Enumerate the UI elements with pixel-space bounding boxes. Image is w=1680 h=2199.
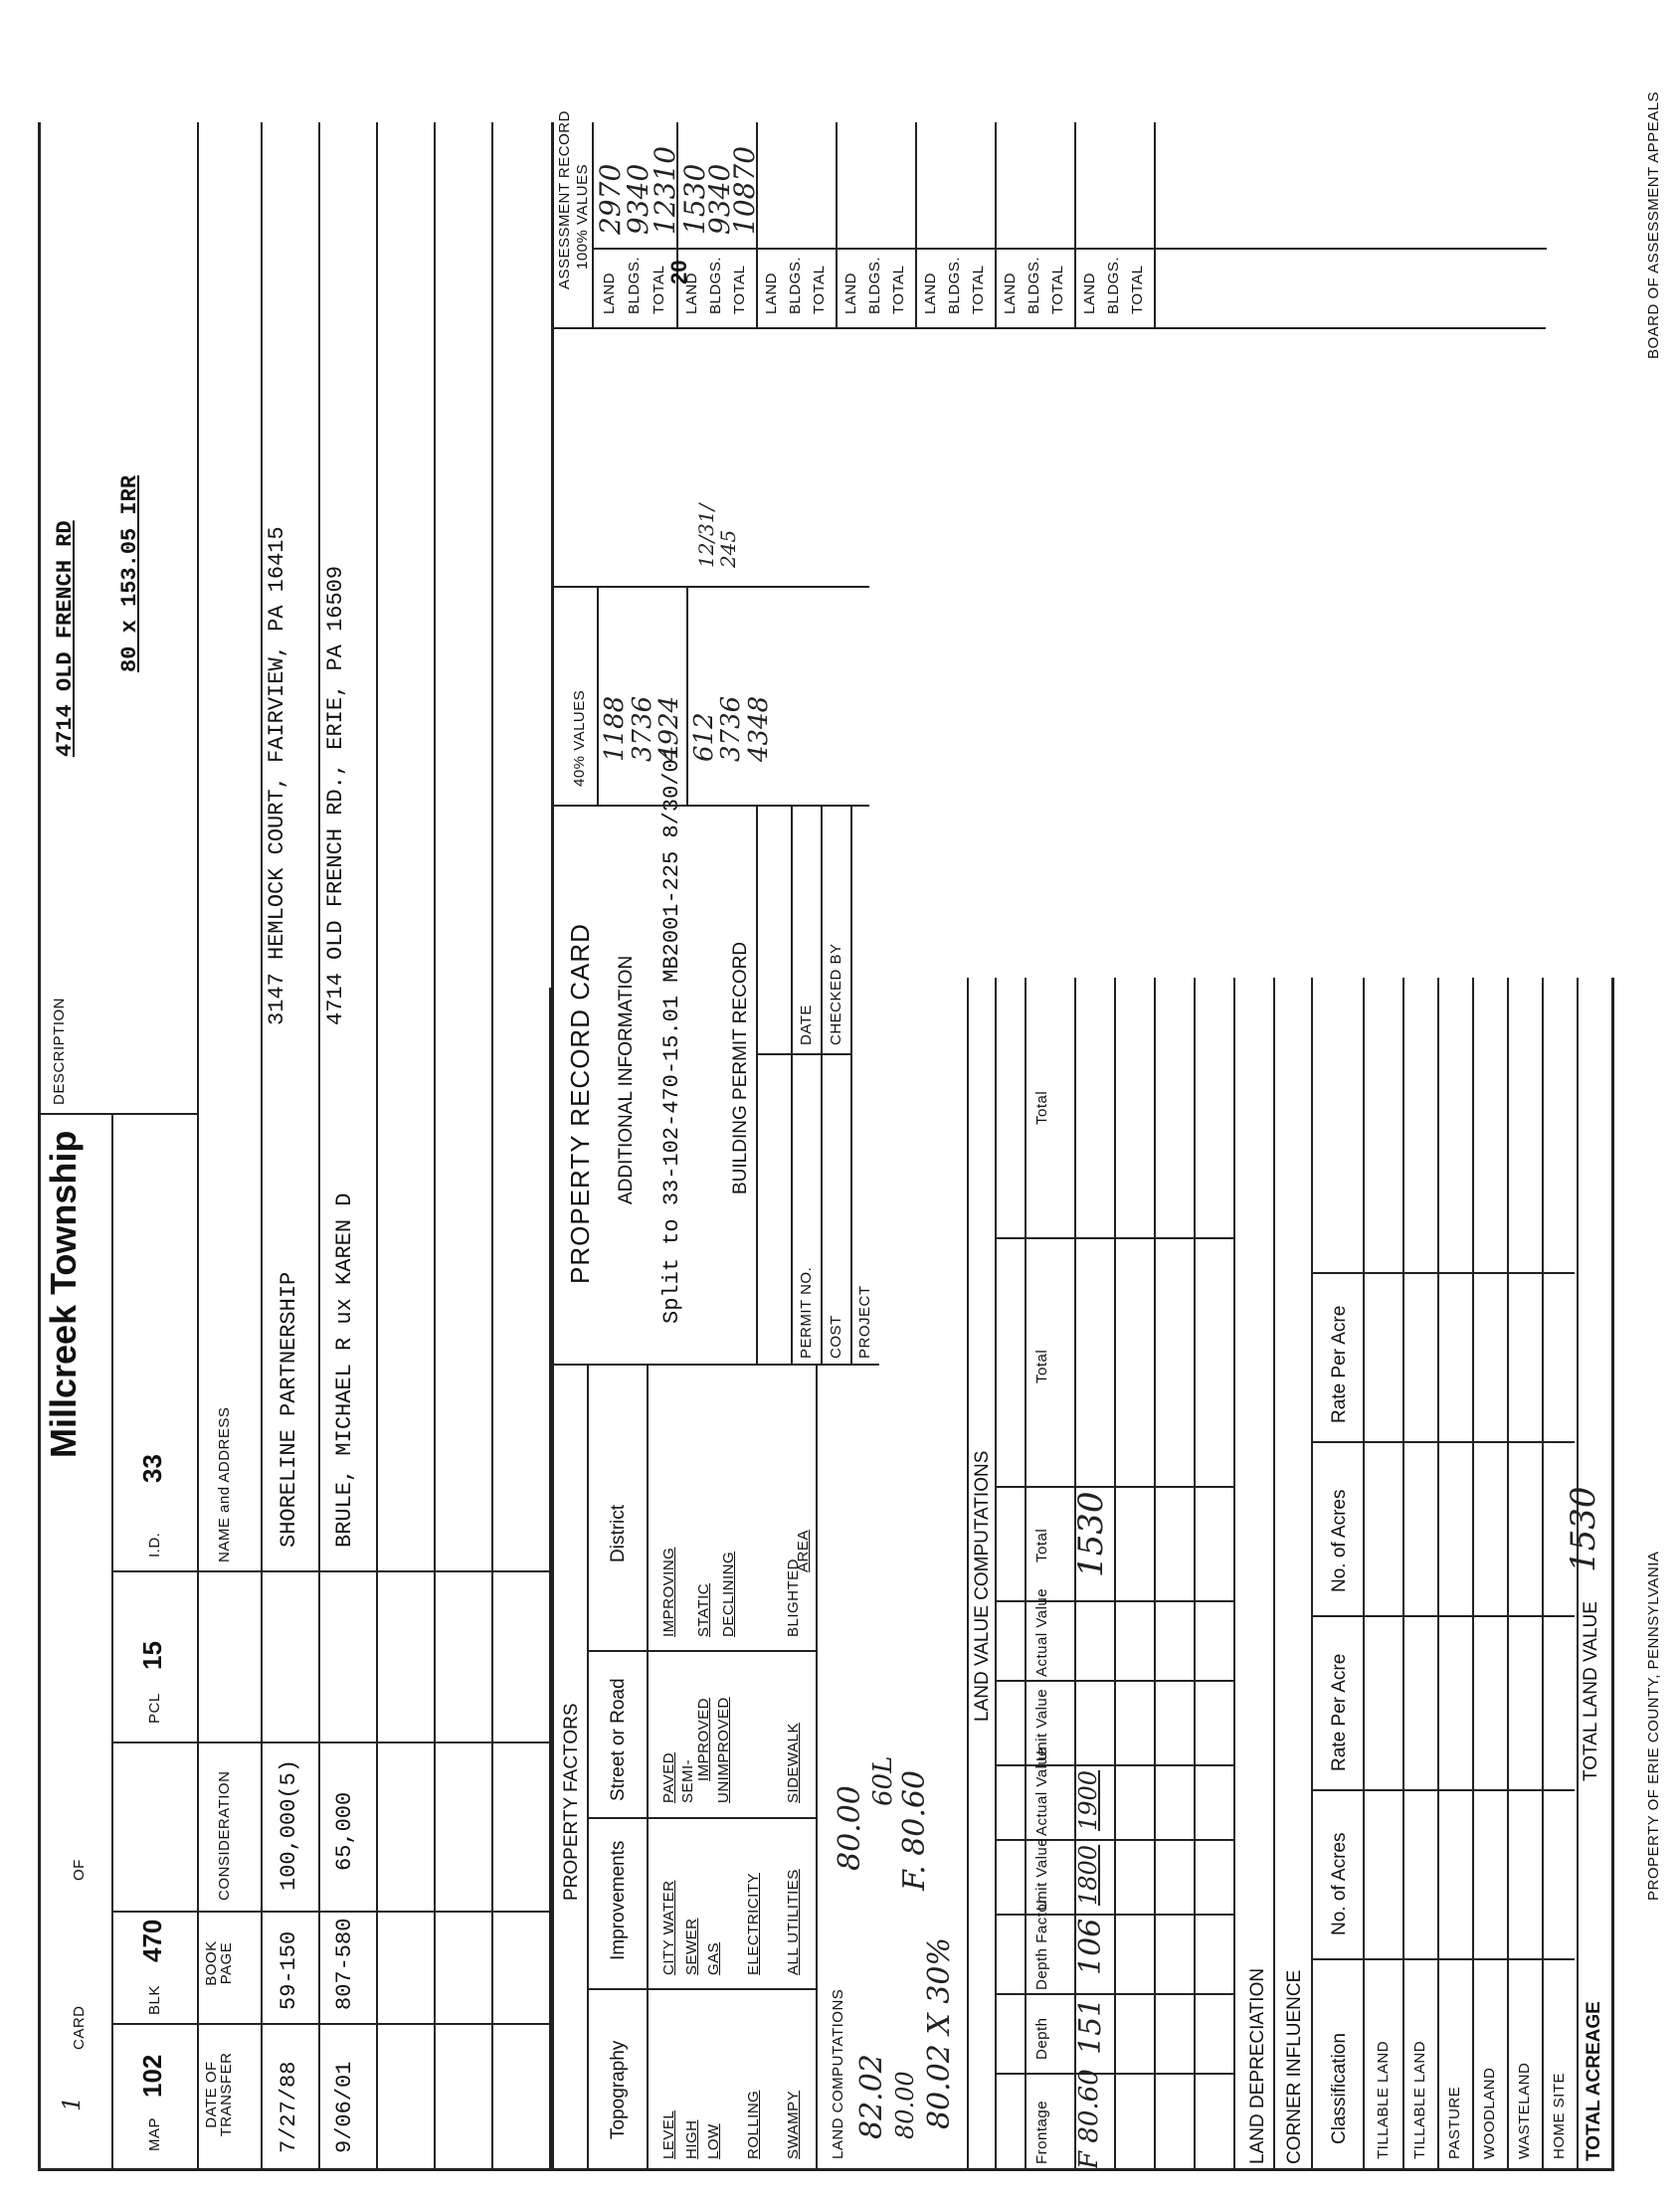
transfer-line-4 — [376, 122, 378, 2171]
land-comp-note-1: 82.02 — [854, 2054, 889, 2139]
assess-value-land-2: 1530 — [678, 163, 711, 235]
assess-g6-land: LAND — [1002, 272, 1019, 314]
impr-city-water: CITY WATER — [660, 1880, 677, 1975]
assessment-header-1: ASSESSMENT RECORD — [556, 110, 573, 289]
acre-header-acres-2: No. of Acres — [1329, 1489, 1350, 1592]
transfer-2-consideration: 65,000 — [332, 1791, 357, 1871]
land-value-subtop — [995, 978, 997, 2171]
class-woodland: WOODLAND — [1481, 2067, 1498, 2159]
acre-header-acres-1: No. of Acres — [1329, 1832, 1350, 1935]
impr-all-utilities: ALL UTILITIES — [785, 1869, 802, 1975]
assessment-group-5 — [995, 122, 997, 329]
assess-g7-total: TOTAL — [1129, 265, 1146, 314]
district-area: AREA — [795, 1530, 812, 1572]
values-40-1: 1188 — [600, 695, 630, 762]
assessment-mark: 20 — [666, 260, 691, 284]
land-value-row-2 — [1114, 978, 1116, 2171]
id-value: 33 — [137, 1454, 167, 1483]
acre-header-rate-2: Rate Per Acre — [1329, 1305, 1350, 1423]
lv-col-2 — [995, 1993, 1233, 1995]
land-comp-note-5: 60L — [868, 1755, 898, 1806]
assess-g2-total: TOTAL — [731, 265, 748, 314]
land-value-row-3 — [1154, 978, 1156, 2171]
land-depreciation-title: LAND DEPRECIATION — [1247, 1967, 1268, 2164]
acre-col-4 — [1311, 1441, 1575, 1443]
card-label: CARD — [71, 2005, 88, 2050]
lv-depth-factor: 106 — [1073, 1918, 1108, 1975]
lv-header-total-3: Total — [1033, 1090, 1050, 1125]
transfer-line-1 — [197, 122, 199, 2171]
lv-col-1 — [995, 2073, 1233, 2075]
corner-influence-title: CORNER INFLUENCE — [1284, 1969, 1305, 2164]
topo-rolling: ROLLING — [745, 2090, 762, 2159]
assess-value-total-1: 12310 — [649, 145, 681, 235]
acre-row-3 — [1472, 978, 1474, 2171]
impr-electricity: ELECTRICITY — [745, 1872, 762, 1975]
assess-g7-bldgs: BLDGS. — [1105, 256, 1122, 314]
transfer-line-3 — [318, 122, 320, 2171]
footer-left: PROPERTY OF ERIE COUNTY, PENNSYLVANIA — [1645, 1551, 1662, 1901]
topo-level: LEVEL — [660, 2109, 677, 2159]
transfer-1-date: 7/27/88 — [277, 2061, 301, 2153]
permit-line-2 — [821, 807, 823, 1366]
assessment-group-7 — [1154, 122, 1156, 329]
assess-g6-total: TOTAL — [1049, 265, 1066, 314]
lv-header-unit-value-2: Unit Value — [1033, 1688, 1050, 1761]
frame-left — [38, 2168, 1611, 2171]
assess-g2-land: LAND — [683, 272, 700, 314]
acre-row-5 — [1542, 978, 1544, 2171]
street-unimproved: UNIMPROVED — [715, 1697, 732, 1803]
permit-date-label: DATE — [798, 1005, 815, 1045]
acre-row-6 — [1577, 978, 1579, 2171]
values-right-border — [551, 586, 869, 588]
factors-col-improvements: Improvements — [608, 1840, 629, 1960]
lv-total: 1530 — [1071, 1491, 1111, 1577]
pcl-value: 15 — [137, 1641, 167, 1670]
assess-g4-land: LAND — [842, 272, 859, 314]
frame-top — [38, 122, 41, 2171]
transfer-line-6 — [491, 122, 493, 2171]
land-value-top — [967, 978, 969, 2171]
assess-g1-bldgs: BLDGS. — [626, 256, 643, 314]
topo-high: HIGH — [683, 2119, 700, 2159]
assessment-group-4 — [915, 122, 917, 329]
permit-line-3 — [850, 807, 852, 1366]
values-40-note-1: 12/31/ — [694, 503, 718, 568]
values-40-4: 612 — [689, 712, 719, 762]
land-comp-title: LAND COMPUTATIONS — [830, 1988, 846, 2159]
total-land-value-label: TOTAL LAND VALUE — [1581, 1601, 1601, 1781]
total-land-value: 1530 — [1564, 1486, 1603, 1572]
of-label: OF — [71, 1859, 88, 1881]
acre-row-4 — [1507, 978, 1509, 2171]
assess-g2-bldgs: BLDGS. — [707, 256, 724, 314]
footer-right: BOARD OF ASSESSMENT APPEALS — [1645, 91, 1662, 359]
frame-bottom — [1611, 978, 1614, 2171]
transfer-line-0 — [111, 1115, 113, 2171]
lv-header-total-2: Total — [1033, 1349, 1050, 1383]
factors-col-end — [551, 1364, 879, 1366]
district-static: STATIC — [695, 1582, 712, 1637]
lv-header-unit-value-1: Unit Value — [1033, 1837, 1050, 1911]
transfer-header-date: DATE OF TRANSFER — [203, 2052, 235, 2137]
class-pasture: PASTURE — [1446, 2086, 1463, 2159]
assessment-header-2: 100% VALUES — [574, 163, 591, 270]
additional-info-text: Split to 33-102-470-15.01 MB2001-225 8/30/01 — [659, 746, 684, 1324]
permit-divider — [756, 1053, 850, 1055]
street-semi: SEMI- — [679, 1758, 696, 1803]
lv-col-8 — [995, 1486, 1233, 1488]
assess-g5-land: LAND — [922, 272, 939, 314]
class-tillable-1: TILLABLE LAND — [1375, 2040, 1392, 2159]
lv-unit-value: 1800 — [1074, 1844, 1102, 1906]
transfer-col-3 — [111, 1741, 549, 1743]
total-acreage-label: TOTAL ACREAGE — [1584, 2001, 1604, 2161]
values-40-3: 4924 — [654, 695, 684, 762]
district-blighted: BLIGHTED — [785, 1558, 802, 1637]
factors-col-district: District — [608, 1504, 629, 1562]
lv-col-7 — [995, 1600, 1233, 1602]
assess-g7-land: LAND — [1081, 272, 1098, 314]
land-value-row-5 — [1233, 978, 1235, 2171]
factors-bottom-line — [816, 1366, 818, 2171]
lv-col-5 — [995, 1764, 1233, 1766]
land-comp-note-3: 80.02 X 30% — [922, 1937, 957, 2129]
card-number: 1 — [58, 2096, 86, 2111]
land-comp-note-2: 80.00 — [891, 2071, 919, 2139]
permit-title-line — [756, 807, 758, 1366]
permit-title: BUILDING PERMIT RECORD — [730, 941, 751, 1194]
transfer-header-name: NAME and ADDRESS — [216, 1406, 233, 1562]
land-comp-note-6: F. 80.60 — [897, 1769, 932, 1891]
values-40-note-2: 245 — [716, 529, 740, 568]
acre-col-5 — [1311, 1272, 1575, 1274]
district-improving: IMPROVING — [660, 1547, 677, 1637]
transfer-2-name: BRULE, MICHAEL R ux KAREN D — [332, 1192, 357, 1548]
factors-col-1 — [587, 1988, 816, 1990]
township-title: Millcreek Township — [43, 1130, 84, 1458]
lv-header-actual-value-1: Actual Value — [1033, 1746, 1050, 1836]
street-paved: PAVED — [660, 1751, 677, 1803]
acre-row-1 — [1402, 978, 1404, 2171]
description-label: DESCRIPTION — [51, 997, 68, 1105]
transfer-2-date: 9/06/01 — [332, 2061, 357, 2153]
values-40-5: 3736 — [716, 695, 746, 762]
permit-cost-label: COST — [828, 1315, 844, 1359]
values-40-6: 4348 — [744, 695, 774, 762]
factors-header-line — [647, 1366, 649, 2171]
district-declining: DECLINING — [720, 1551, 737, 1637]
assess-g4-total: TOTAL — [890, 265, 907, 314]
acre-row-2 — [1437, 978, 1439, 2171]
lv-col-4 — [995, 1839, 1233, 1841]
assess-g1-land: LAND — [601, 272, 618, 314]
class-tillable-2: TILLABLE LAND — [1411, 2040, 1428, 2159]
lv-header-frontage: Frontage — [1033, 2100, 1050, 2164]
acre-header-classification: Classification — [1329, 2033, 1350, 2144]
assess-g3-bldgs: BLDGS. — [787, 256, 804, 314]
acre-header-line — [1363, 978, 1365, 2171]
description-dimensions: 80 x 153.05 IRR — [117, 474, 142, 672]
lv-col-3 — [995, 1914, 1233, 1916]
assessment-group-3 — [836, 122, 838, 329]
assess-value-bldgs-2: 9340 — [703, 163, 736, 235]
acre-col-2 — [1311, 1789, 1575, 1791]
transfer-2-address: 4714 OLD FRENCH RD., ERIE, PA 16509 — [323, 565, 348, 1025]
assess-value-land-1: 2970 — [594, 163, 627, 235]
transfer-header-consideration: CONSIDERATION — [216, 1770, 233, 1901]
transfer-line-2 — [261, 122, 263, 2171]
assess-g6-bldgs: BLDGS. — [1026, 256, 1042, 314]
impr-gas: GAS — [705, 1941, 722, 1975]
land-value-header-line — [1025, 978, 1027, 2171]
transfer-col-2 — [111, 1911, 549, 1913]
values-group-line — [686, 588, 688, 807]
class-home-site: HOME SITE — [1551, 2072, 1568, 2159]
pcl-label: PCL — [146, 1693, 163, 1724]
assess-value-bldgs-1: 9340 — [622, 163, 654, 235]
transfer-1-book: 59-150 — [277, 1930, 301, 2010]
map-label: MAP — [146, 2116, 163, 2151]
transfer-header-book: BOOK PAGE — [203, 1940, 235, 1986]
blk-label: BLK — [146, 1985, 163, 2015]
transfer-col-1 — [111, 2023, 549, 2025]
transfer-1-consideration: 100,000(5) — [277, 1758, 301, 1891]
values-40-2: 3736 — [628, 695, 657, 762]
lv-header-actual-value-2: Actual Value — [1033, 1587, 1050, 1677]
street-improved: IMPROVED — [695, 1697, 712, 1781]
factors-title-line — [587, 1366, 589, 2171]
id-label: I.D. — [146, 1532, 163, 1558]
acre-col-1 — [1311, 1958, 1575, 1960]
depreciation-line — [1273, 978, 1275, 2171]
assessment-left-border — [551, 327, 1546, 329]
transfer-1-name: SHORELINE PARTNERSHIP — [277, 1271, 301, 1548]
assess-g5-bldgs: BLDGS. — [946, 256, 963, 314]
assess-g5-total: TOTAL — [970, 265, 987, 314]
blk-value: 470 — [137, 1919, 167, 1962]
assess-g3-total: TOTAL — [811, 265, 828, 314]
lv-depth: 151 — [1073, 1997, 1108, 2055]
permit-checked-label: CHECKED BY — [828, 943, 844, 1045]
lv-header-depth: Depth — [1033, 2017, 1050, 2060]
topo-swampy: SWAMPY — [785, 2090, 802, 2159]
factors-col-topography: Topography — [608, 2040, 629, 2139]
acre-col-3 — [1311, 1615, 1575, 1617]
impr-sewer: SEWER — [683, 1918, 700, 1975]
lv-col-6 — [995, 1680, 1233, 1682]
permit-line-1 — [791, 807, 793, 1366]
values-40-header: 40% VALUES — [571, 689, 588, 787]
assessment-label-divider — [592, 248, 1547, 250]
factors-col-2 — [587, 1817, 816, 1819]
assess-g4-bldgs: BLDGS. — [866, 256, 883, 314]
factors-col-3 — [587, 1650, 816, 1652]
land-value-title: LAND VALUE COMPUTATIONS — [972, 1450, 993, 1722]
values-header-line — [597, 588, 599, 807]
permit-no-label: PERMIT NO. — [798, 1266, 815, 1359]
factors-title: PROPERTY FACTORS — [561, 1703, 582, 1901]
lv-frontage: F 80.60 — [1074, 2069, 1104, 2169]
transfer-line-5 — [434, 122, 436, 2171]
topo-low: LOW — [705, 2123, 722, 2159]
factors-col-street: Street or Road — [608, 1678, 629, 1801]
lv-col-9 — [995, 1237, 1233, 1239]
transfer-col-4 — [111, 1570, 549, 1572]
lv-header-depth-factor: Depth Factor — [1033, 1898, 1050, 1990]
acre-header-rate-1: Rate Per Acre — [1329, 1653, 1350, 1771]
land-value-row-4 — [1194, 978, 1196, 2171]
lv-header-total-1: Total — [1033, 1528, 1050, 1562]
assessment-group-6 — [1074, 122, 1076, 329]
description-divider — [38, 1113, 197, 1115]
assess-g3-land: LAND — [763, 272, 780, 314]
record-card-title: PROPERTY RECORD CARD — [565, 923, 595, 1284]
assess-value-total-2: 10870 — [728, 145, 761, 235]
additional-info-label: ADDITIONAL INFORMATION — [616, 955, 637, 1204]
street-sidewalk: SIDEWALK — [785, 1723, 802, 1803]
lv-actual-value: 1900 — [1074, 1769, 1102, 1831]
section-divider — [551, 122, 554, 2171]
transfer-1-address: 3147 HEMLOCK COURT, FAIRVIEW, PA 16415 — [265, 526, 289, 1025]
class-wasteland: WASTELAND — [1516, 2062, 1533, 2159]
land-comp-note-4: 80.00 — [833, 1785, 867, 1871]
transfer-2-book: 807-580 — [332, 1918, 357, 2010]
permit-project-label: PROJECT — [856, 1285, 873, 1359]
map-value: 102 — [137, 2054, 167, 2098]
corner-line — [1311, 978, 1313, 2171]
description-address: 4714 OLD FRENCH RD — [53, 520, 78, 757]
assess-g1-total: TOTAL — [651, 265, 667, 314]
